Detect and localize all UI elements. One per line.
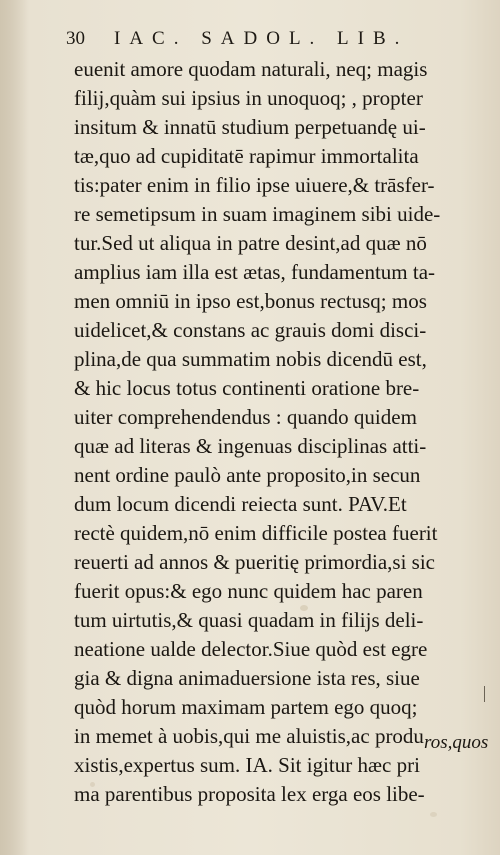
page-gutter-shadow xyxy=(0,0,28,855)
text-line: gia & digna animaduersione ista res, siue xyxy=(74,666,420,690)
text-line: insitum & innatū studium perpetuandę ui- xyxy=(74,115,426,139)
text-line: neatione ualde delector.Siue quòd est egre xyxy=(74,637,428,661)
text-line: xistis,expertus sum. IA. Sit igitur hæc pri xyxy=(74,753,420,777)
running-title: IAC. SADOL. LIB. xyxy=(114,28,409,49)
text-line: reuerti ad annos & pueritię primordia,si sic xyxy=(74,550,435,574)
text-line: men omniū in ipso est,bonus rectusq; mos xyxy=(74,289,427,313)
body-text xyxy=(74,55,496,809)
text-line: uidelicet,& constans ac grauis domi disci- xyxy=(74,318,427,342)
text-line: fuerit opus:& ego nunc quidem hac paren xyxy=(74,579,423,603)
text-line: tur.Sed ut aliqua in patre desint,ad quæ nō xyxy=(74,231,427,255)
text-line: tum uirtutis,& quasi quadam in filijs deli- xyxy=(74,608,424,632)
text-line: euenit amore quodam naturali, neq; magis xyxy=(74,57,428,81)
page-number: 30 xyxy=(66,28,85,49)
margin-mark xyxy=(484,686,485,702)
foxing-spot xyxy=(430,812,437,817)
text-line: quòd horum maximam partem ego quoq; xyxy=(74,695,418,719)
text-line: amplius iam illa est ætas, fundamentum ta- xyxy=(74,260,436,284)
page-header xyxy=(66,28,486,52)
text-line: tis:pater enim in filio ipse uiuere,& trāsfer- xyxy=(74,173,435,197)
text-line: uiter comprehendendus : quando quidem xyxy=(74,405,417,429)
text-line: dum locum dicendi reiecta sunt. PAV.Et xyxy=(74,492,407,516)
text-line: & hic locus totus continenti oratione bre- xyxy=(74,376,420,400)
catchword: ros,quos xyxy=(424,732,489,753)
text-line: nent ordine paulò ante proposito,in secun xyxy=(74,463,421,487)
text-line: in memet à uobis,qui me aluistis,ac produ xyxy=(74,724,424,748)
text-line: quæ ad literas & ingenuas disciplinas atti- xyxy=(74,434,427,458)
text-line: tæ,quo ad cupiditatē rapimur immortalita xyxy=(74,144,419,168)
text-line: filij,quàm sui ipsius in unoquoq; , propter xyxy=(74,86,423,110)
text-line: plina,de qua summatim nobis dicendū est, xyxy=(74,347,427,371)
text-line: re semetipsum in suam imaginem sibi uide- xyxy=(74,202,441,226)
text-line: ma parentibus proposita lex erga eos libe- xyxy=(74,782,425,806)
text-line: rectè quidem,nō enim difficile postea fuerit xyxy=(74,521,438,545)
